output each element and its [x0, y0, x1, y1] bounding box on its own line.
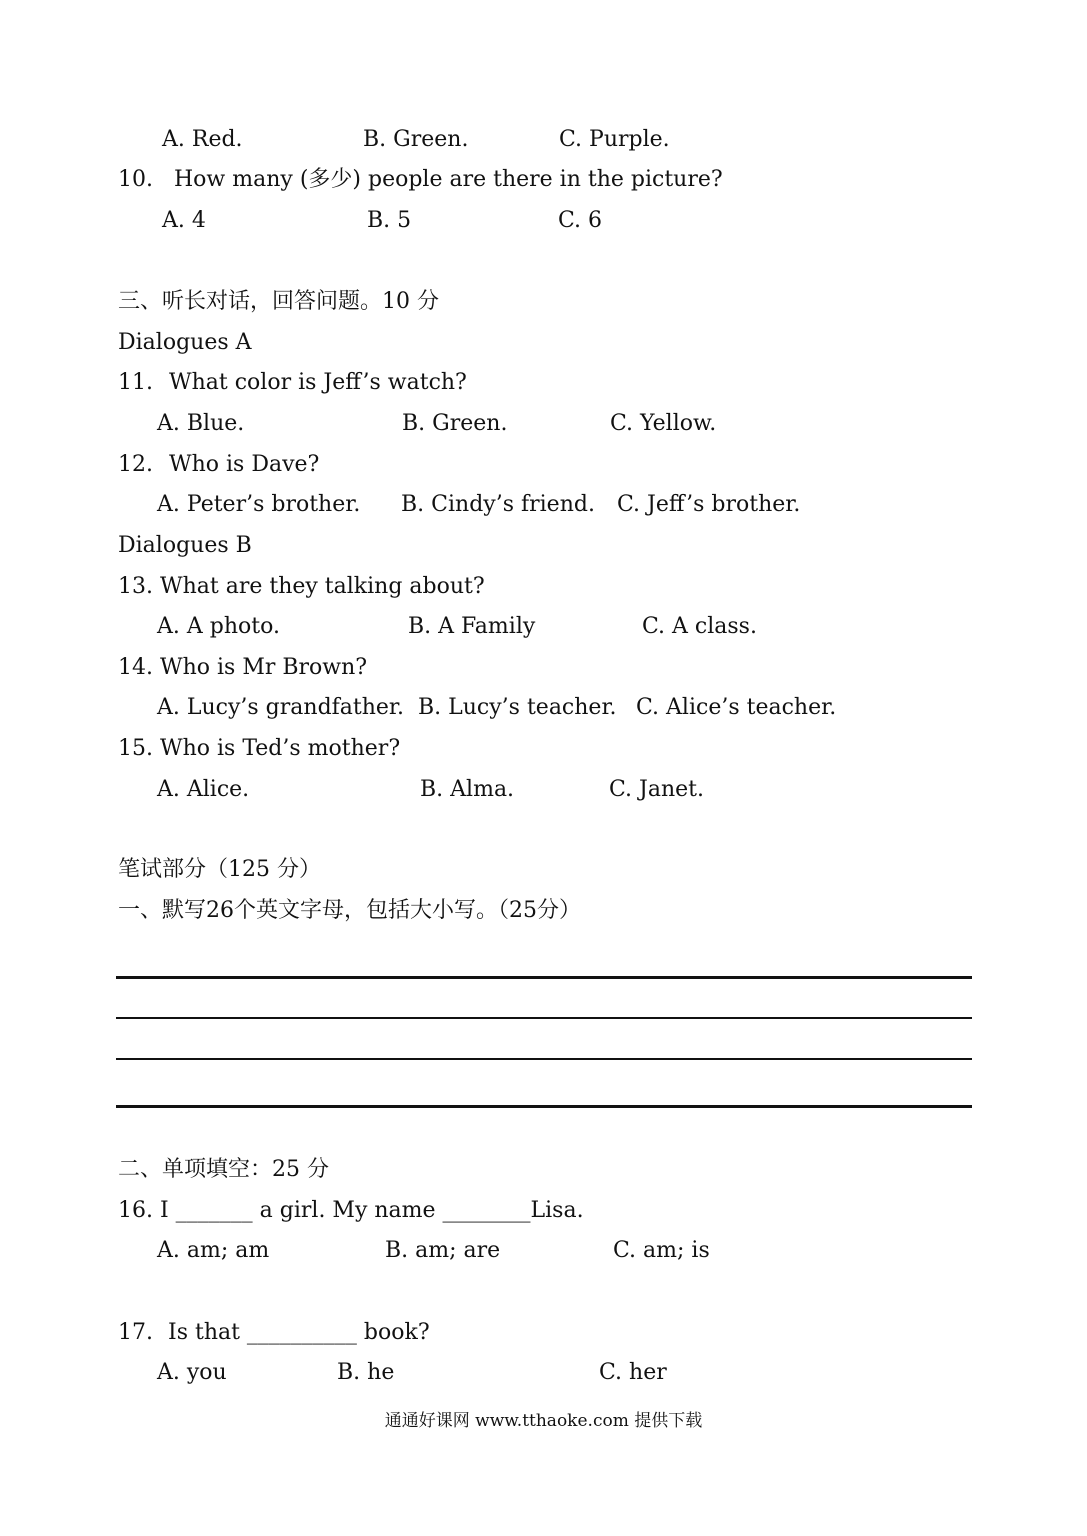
q9-option-b: B. Green.: [363, 127, 469, 152]
q14-text: 14. Who is Mr Brown?: [118, 655, 368, 680]
q10-option-c: C. 6: [558, 208, 603, 233]
q10-option-a: A. 4: [162, 208, 206, 233]
q13-option-c: C. A class.: [642, 614, 757, 639]
writing-line-4: [116, 1105, 972, 1108]
writing-line-2: [116, 1017, 972, 1019]
dialogue-a-heading: Dialogues A: [118, 330, 252, 355]
section3-heading: 三、听长对话，回答问题。10 分: [118, 289, 439, 314]
q16-option-b: B. am; are: [385, 1238, 501, 1263]
q15-option-a: A. Alice.: [157, 777, 250, 802]
q14-option-a: A. Lucy’s grandfather.: [157, 695, 405, 720]
q11-text: What color is Jeff’s watch?: [169, 370, 467, 395]
written-section1-heading: 一、默写26个英文字母，包括大小写。（25分）: [118, 898, 581, 923]
q15-option-c: C. Janet.: [609, 777, 704, 802]
q16-text: 16. I _______ a girl. My name ________Lisa.: [118, 1198, 584, 1223]
q14-option-c: C. Alice’s teacher.: [636, 695, 837, 720]
q13-option-a: A. A photo.: [157, 614, 280, 639]
q15-option-b: B. Alma.: [420, 777, 515, 802]
q16-option-c: C. am; is: [613, 1238, 710, 1263]
q11-option-c: C. Yellow.: [610, 411, 717, 436]
q13-text: 13. What are they talking about?: [118, 574, 485, 599]
q10-text: How many (多少) people are there in the picture?: [174, 167, 723, 192]
q9-option-a: A. Red.: [162, 127, 243, 152]
q11-option-b: B. Green.: [402, 411, 508, 436]
written-part-heading: 笔试部分（125 分）: [118, 857, 321, 882]
q17-number: 17.: [118, 1320, 153, 1345]
writing-line-3: [116, 1058, 972, 1060]
q17-option-a: A. you: [157, 1360, 227, 1385]
q13-option-b: B. A Family: [408, 614, 536, 639]
q12-text: Who is Dave?: [169, 452, 320, 477]
page-footer: 通通好课网 www.tthaoke.com 提供下载: [384, 1411, 703, 1431]
q17-option-c: C. her: [599, 1360, 667, 1385]
writing-line-1: [116, 976, 972, 979]
q14-option-b: B. Lucy’s teacher.: [418, 695, 617, 720]
dialogue-b-heading: Dialogues B: [118, 533, 252, 558]
q17-text: Is that __________ book?: [168, 1320, 430, 1345]
q12-number: 12.: [118, 452, 153, 477]
q9-option-c: C. Purple.: [559, 127, 670, 152]
q10-option-b: B. 5: [367, 208, 412, 233]
written-section2-heading: 二、单项填空：25 分: [118, 1157, 329, 1182]
q16-option-a: A. am; am: [157, 1238, 270, 1263]
q12-option-b: B. Cindy’s friend.: [401, 492, 595, 517]
q15-text: 15. Who is Ted’s mother?: [118, 736, 401, 761]
q10-number: 10.: [118, 167, 153, 192]
q11-number: 11.: [118, 370, 153, 395]
q11-option-a: A. Blue.: [157, 411, 245, 436]
q12-option-a: A. Peter’s brother.: [157, 492, 361, 517]
q12-option-c: C. Jeff’s brother.: [617, 492, 801, 517]
q17-option-b: B. he: [337, 1360, 395, 1385]
